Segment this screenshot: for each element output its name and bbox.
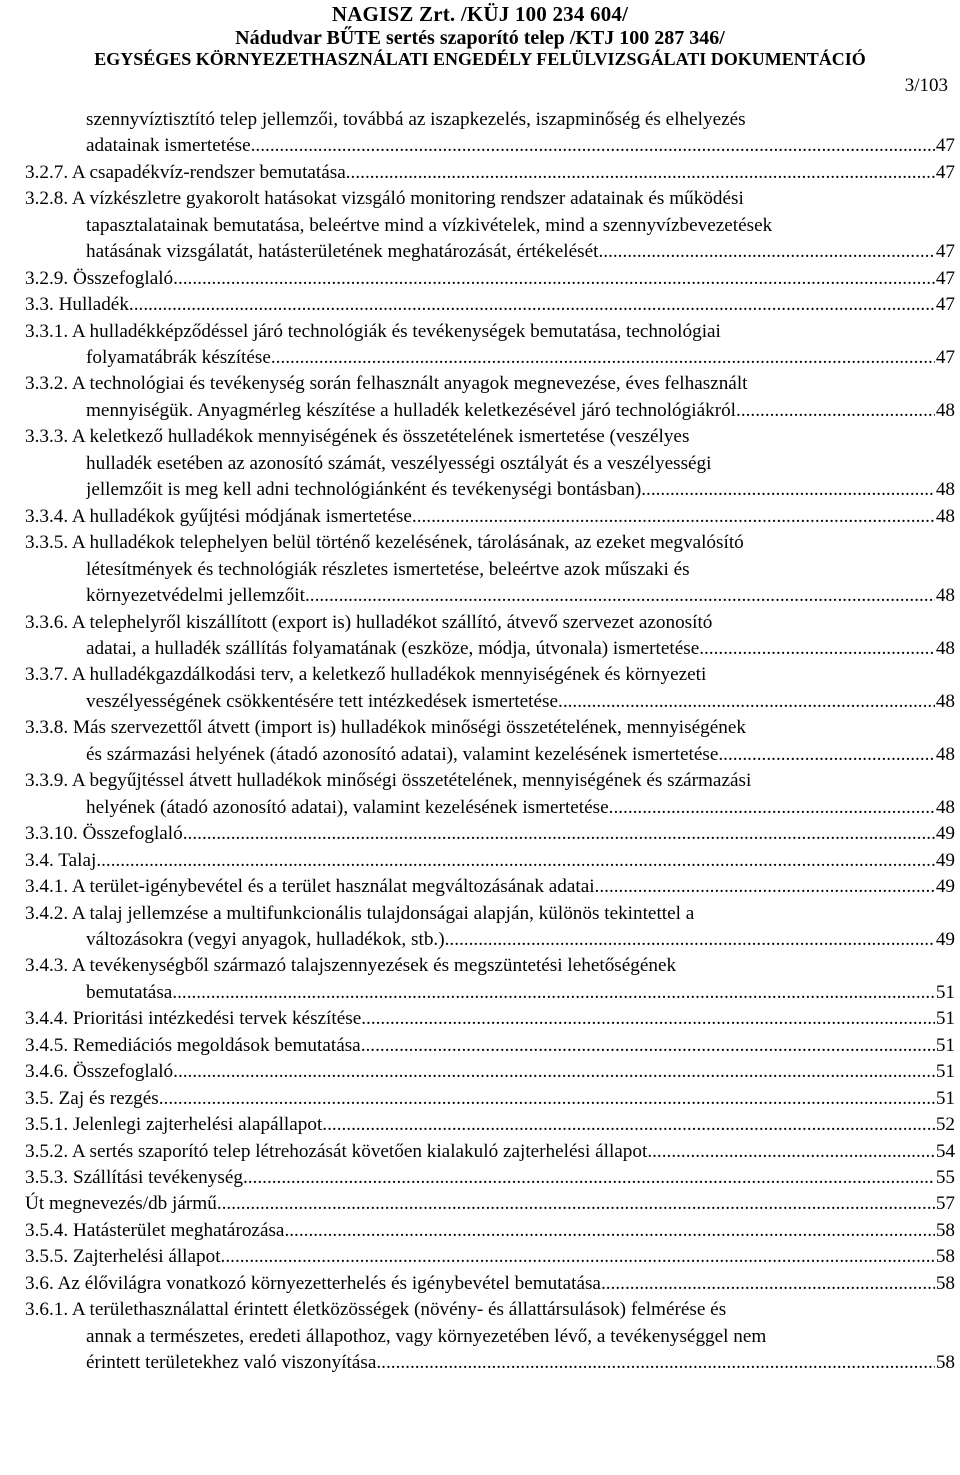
toc-leader — [736, 399, 935, 422]
toc-line — [25, 1060, 955, 1083]
toc-number: 3.2.9. — [25, 268, 73, 289]
toc-leader — [183, 822, 935, 845]
toc-line — [25, 1113, 955, 1136]
toc-title: folyamatábrák készítése — [86, 347, 271, 368]
toc-number: 3.3.1. — [25, 321, 72, 342]
toc-title: Más szervezettől átvett (import is) hulladékok minőségi összetételének, mennyiségének — [72, 717, 746, 738]
toc-title: szennyvíztisztító telep jellemzői, továbbá az iszapkezelés, iszapminőség és elhelyezés — [86, 109, 746, 130]
toc-number: 3.3.10. — [25, 823, 83, 844]
toc-line — [86, 240, 955, 263]
toc-number: 3.3.6. — [25, 612, 72, 633]
toc-title: jellemzőit is meg kell adni technológiánként és tevékenységi bontásban) — [86, 479, 642, 500]
toc-page: 51 — [935, 1008, 955, 1029]
toc-title: annak a természetes, eredeti állapothoz, vagy környezetében lévő, a tevékenységgel nem — [86, 1326, 767, 1347]
toc-line — [25, 531, 955, 554]
toc-line — [25, 161, 955, 184]
toc-page: 47 — [935, 347, 955, 368]
toc-leader — [718, 743, 934, 766]
toc-page: 47 — [935, 162, 955, 183]
toc-title: Remediációs megoldások bemutatása — [72, 1035, 361, 1056]
toc-leader — [558, 690, 935, 713]
toc-leader — [376, 1351, 934, 1374]
toc-title: A hulladékképződéssel járó technológiák és tevékenységek bemutatása, technológiai — [71, 321, 721, 342]
toc-page: 49 — [935, 876, 955, 897]
toc-title: A vízkészletre gyakorolt hatásokat vizsgáló monitoring rendszer adatainak és működési — [71, 188, 744, 209]
toc-title: A technológiai és tevékenység során felhasznált anyagok megnevezése, éves felhasznált — [71, 373, 748, 394]
toc-line — [86, 214, 955, 237]
toc-line — [86, 928, 955, 951]
toc-page: 48 — [935, 691, 955, 712]
toc-number: 3.6.1. — [25, 1299, 72, 1320]
toc-title: Összefoglaló — [82, 823, 183, 844]
toc-line — [25, 663, 955, 686]
toc-leader — [652, 1140, 935, 1163]
toc-line — [25, 716, 955, 739]
toc-line — [25, 1219, 955, 1242]
toc-number: 3.4.2. — [25, 903, 72, 924]
toc-title: Jelenlegi zajterhelési alapállapot — [72, 1114, 323, 1135]
toc-number: 3.3.3. — [25, 426, 72, 447]
toc-page: 48 — [935, 638, 955, 659]
toc-leader — [609, 796, 935, 819]
toc-line — [86, 690, 955, 713]
toc-title: Talaj — [58, 850, 97, 871]
toc-title: Összefoglaló — [72, 268, 174, 289]
toc-line — [25, 1166, 955, 1189]
toc-leader — [243, 1166, 935, 1189]
toc-line — [86, 108, 955, 131]
toc-leader — [96, 849, 935, 872]
toc-line — [25, 1140, 955, 1163]
toc-page: 51 — [935, 1035, 955, 1056]
toc-title: hulladék esetében az azonosító számát, veszélyességi osztályát és a veszélyességi — [86, 453, 712, 474]
toc-line — [86, 134, 955, 157]
toc-number: 3.2.7. — [25, 162, 72, 183]
toc-title: bemutatása — [86, 982, 173, 1003]
toc-title: környezetvédelmi jellemzőit — [86, 585, 305, 606]
toc-line — [25, 954, 955, 977]
header-line-2: Nádudvar BŰTE sertés szaporító telep /KTJ 100 287 346/ — [235, 27, 725, 49]
toc-page: 48 — [935, 400, 955, 421]
toc-page: 58 — [935, 1246, 955, 1267]
toc-number: 3.3.7. — [25, 664, 72, 685]
toc-number: 3.5.5. — [25, 1246, 73, 1267]
toc-line — [25, 611, 955, 634]
toc-line — [25, 267, 955, 290]
toc-leader — [346, 161, 935, 184]
toc-number: 3.5.2. — [25, 1141, 72, 1162]
toc-number: 3.3.8. — [25, 717, 73, 738]
toc-number: 3.4. — [25, 850, 59, 871]
toc-page: 52 — [935, 1114, 955, 1135]
toc-page: 47 — [935, 135, 955, 156]
toc-page: 51 — [935, 982, 955, 1003]
toc-page: 58 — [935, 1220, 955, 1241]
toc-number: 3.2.8. — [25, 188, 72, 209]
toc-page: 47 — [935, 241, 955, 262]
toc-number: 3.5. — [25, 1088, 59, 1109]
header-line-1: NAGISZ Zrt. /KÜJ 100 234 604/ — [331, 2, 629, 26]
toc-leader — [129, 293, 935, 316]
toc-leader — [173, 1060, 935, 1083]
toc-number: 3.4.6. — [25, 1061, 73, 1082]
toc-line — [86, 584, 955, 607]
toc-line — [86, 399, 955, 422]
toc-title: A tevékenységből származó talajszennyezések és megszüntetési lehetőségének — [71, 955, 677, 976]
toc-title: Zaj és rezgés — [58, 1088, 159, 1109]
toc-leader — [361, 1034, 935, 1057]
toc-number: 3.3.9. — [25, 770, 72, 791]
toc-page: 47 — [935, 294, 955, 315]
toc-line — [25, 187, 955, 210]
toc-title: A keletkező hulladékok mennyiségének és összetételének ismertetése (veszélyes — [71, 426, 690, 447]
toc-page: 47 — [935, 268, 955, 289]
toc-title: és származási helyének (átadó azonosító adatai), valamint kezelésének ismertetése — [86, 744, 719, 765]
toc-page: 48 — [935, 744, 955, 765]
toc-title: adatainak ismertetése — [86, 135, 251, 156]
toc-line — [25, 1192, 955, 1215]
toc-title: Összefoglaló — [72, 1061, 174, 1082]
toc-page: 48 — [935, 585, 955, 606]
toc-title: Út megnevezés/db jármű — [25, 1193, 217, 1214]
toc-line — [25, 425, 955, 448]
toc-title: Zajterhelési állapot — [72, 1246, 221, 1267]
toc-line — [25, 849, 955, 872]
toc-number: 3.6. — [25, 1273, 58, 1294]
toc-page: 54 — [935, 1141, 955, 1162]
toc-leader — [595, 875, 935, 898]
toc-leader — [412, 505, 935, 528]
toc-number: 3.3.2. — [25, 373, 72, 394]
toc-title: Hulladék — [58, 294, 129, 315]
toc-title: A talaj jellemzése a multifunkcionális tulajdonságai alapján, különös tekintettel a — [71, 903, 695, 924]
toc-number: 3.4.5. — [25, 1035, 73, 1056]
toc-number: 3.3.4. — [25, 506, 72, 527]
toc-line — [86, 796, 955, 819]
toc-title: Prioritási intézkedési tervek készítése — [72, 1008, 362, 1029]
toc-number: 3.5.1. — [25, 1114, 73, 1135]
toc-title: érintett területekhez való viszonyítása — [86, 1352, 377, 1373]
toc-page: 48 — [935, 797, 955, 818]
toc-leader — [271, 346, 935, 369]
toc-title: A hulladékgazdálkodási terv, a keletkező hulladékok mennyiségének és környezeti — [71, 664, 707, 685]
toc-title: adatai, a hulladék szállítás folyamatának (eszköze, módja, útvonala) ismertetése. — [86, 638, 705, 659]
toc-title: létesítmények és technológiák részletes ismertetése, beleértve azok műszaki és — [86, 559, 690, 580]
toc-title: Hatásterület meghatározása — [72, 1220, 285, 1241]
toc-line — [25, 293, 955, 316]
toc-leader — [641, 478, 935, 501]
toc-title: A terület-igénybevétel és a terület használat megváltozásának adatai — [71, 876, 595, 897]
toc-line — [25, 822, 955, 845]
toc-line — [86, 346, 955, 369]
toc-leader — [159, 1087, 935, 1110]
toc-leader — [217, 1192, 935, 1215]
toc-title: mennyiségük. Anyagmérleg készítése a hulladék keletkezésével járó technológiákról — [86, 400, 737, 421]
toc-leader — [601, 1272, 935, 1295]
toc-title: helyének (átadó azonosító adatai), valamint kezelésének ismertetése — [86, 797, 609, 818]
toc-line — [25, 1087, 955, 1110]
toc-leader — [305, 584, 935, 607]
toc-title: A sertés szaporító telep létrehozását követően kialakuló zajterhelési állapot. — [71, 1141, 653, 1162]
toc-number: 3.4.1. — [25, 876, 72, 897]
toc-line — [86, 478, 955, 501]
toc-title: A begyűjtéssel átvett hulladékok minőségi összetételének, mennyiségének és származási — [71, 770, 752, 791]
toc-page: 57 — [935, 1193, 955, 1214]
toc-page: 51 — [935, 1088, 955, 1109]
toc-title: A területhasználattal érintett életközösségek (növény- és állattársulások) felmérése és — [71, 1299, 727, 1320]
toc-leader — [598, 240, 934, 263]
toc-leader — [251, 134, 935, 157]
toc-line — [25, 902, 955, 925]
toc-title: veszélyességének csökkentésére tett intézkedések ismertetése — [86, 691, 559, 712]
toc-line — [25, 1298, 955, 1321]
toc-page: 58 — [935, 1352, 955, 1373]
toc-number: 3.5.4. — [25, 1220, 73, 1241]
toc-page: 48 — [935, 506, 955, 527]
toc-title: tapasztalatainak bemutatása, beleértve mind a vízkivételek, mind a szennyvízbevezetések — [86, 215, 773, 236]
toc-line — [86, 1351, 955, 1374]
toc-title: Szállítási tevékenység — [72, 1167, 243, 1188]
page-number: 3/103 — [904, 75, 948, 96]
toc-line — [25, 320, 955, 343]
toc-title: A csapadékvíz-rendszer bemutatása — [71, 162, 346, 183]
toc-line — [25, 1272, 955, 1295]
toc-line — [25, 769, 955, 792]
toc-page: 51 — [935, 1061, 955, 1082]
toc-number: 3.3. — [25, 294, 59, 315]
toc-title: hatásának vizsgálatát, hatásterületének meghatározását, értékelését — [86, 241, 599, 262]
toc-leader — [704, 637, 935, 660]
toc-line — [25, 875, 955, 898]
toc-line — [25, 505, 955, 528]
toc-line — [86, 558, 955, 581]
toc-line — [86, 637, 955, 660]
toc-leader — [322, 1113, 935, 1136]
toc-number: 3.4.4. — [25, 1008, 73, 1029]
toc-line — [86, 743, 955, 766]
toc-leader — [284, 1219, 934, 1242]
toc-number: 3.5.3. — [25, 1167, 73, 1188]
toc-line — [25, 1007, 955, 1030]
toc-leader — [221, 1245, 935, 1268]
toc-page: 55 — [935, 1167, 955, 1188]
toc-line — [86, 452, 955, 475]
toc-line — [25, 1245, 955, 1268]
header-line-3: EGYSÉGES KÖRNYEZETHASZNÁLATI ENGEDÉLY FELÜLVIZSGÁLATI DOKUMENTÁCIÓ — [94, 49, 866, 69]
toc-page: 49 — [935, 850, 955, 871]
toc-page: 58 — [935, 1273, 955, 1294]
toc-page: 49 — [935, 929, 955, 950]
toc-title: A hulladékok gyűjtési módjának ismertetése — [71, 506, 412, 527]
toc-page: 49 — [935, 823, 955, 844]
toc-leader — [173, 267, 935, 290]
toc-line — [25, 372, 955, 395]
toc-line — [25, 1034, 955, 1057]
toc-leader — [172, 981, 935, 1004]
toc-title: A telephelyről kiszállított (export is) hulladékot szállító, átvevő szervezet azonosító — [71, 612, 713, 633]
toc-number: 3.3.5. — [25, 532, 72, 553]
toc-line — [86, 1325, 955, 1348]
toc-leader — [445, 928, 935, 951]
toc-title: A hulladékok telephelyen belül történő kezelésének, tárolásának, az ezeket megvalósító — [71, 532, 744, 553]
toc-number: 3.4.3. — [25, 955, 72, 976]
toc-page: 48 — [935, 479, 955, 500]
toc-title: változásokra (vegyi anyagok, hulladékok, stb.) — [86, 929, 445, 950]
toc-title: Az élővilágra vonatkozó környezetterhelés és igénybevétel bemutatása — [57, 1273, 601, 1294]
toc-line — [86, 981, 955, 1004]
toc-leader — [361, 1007, 935, 1030]
